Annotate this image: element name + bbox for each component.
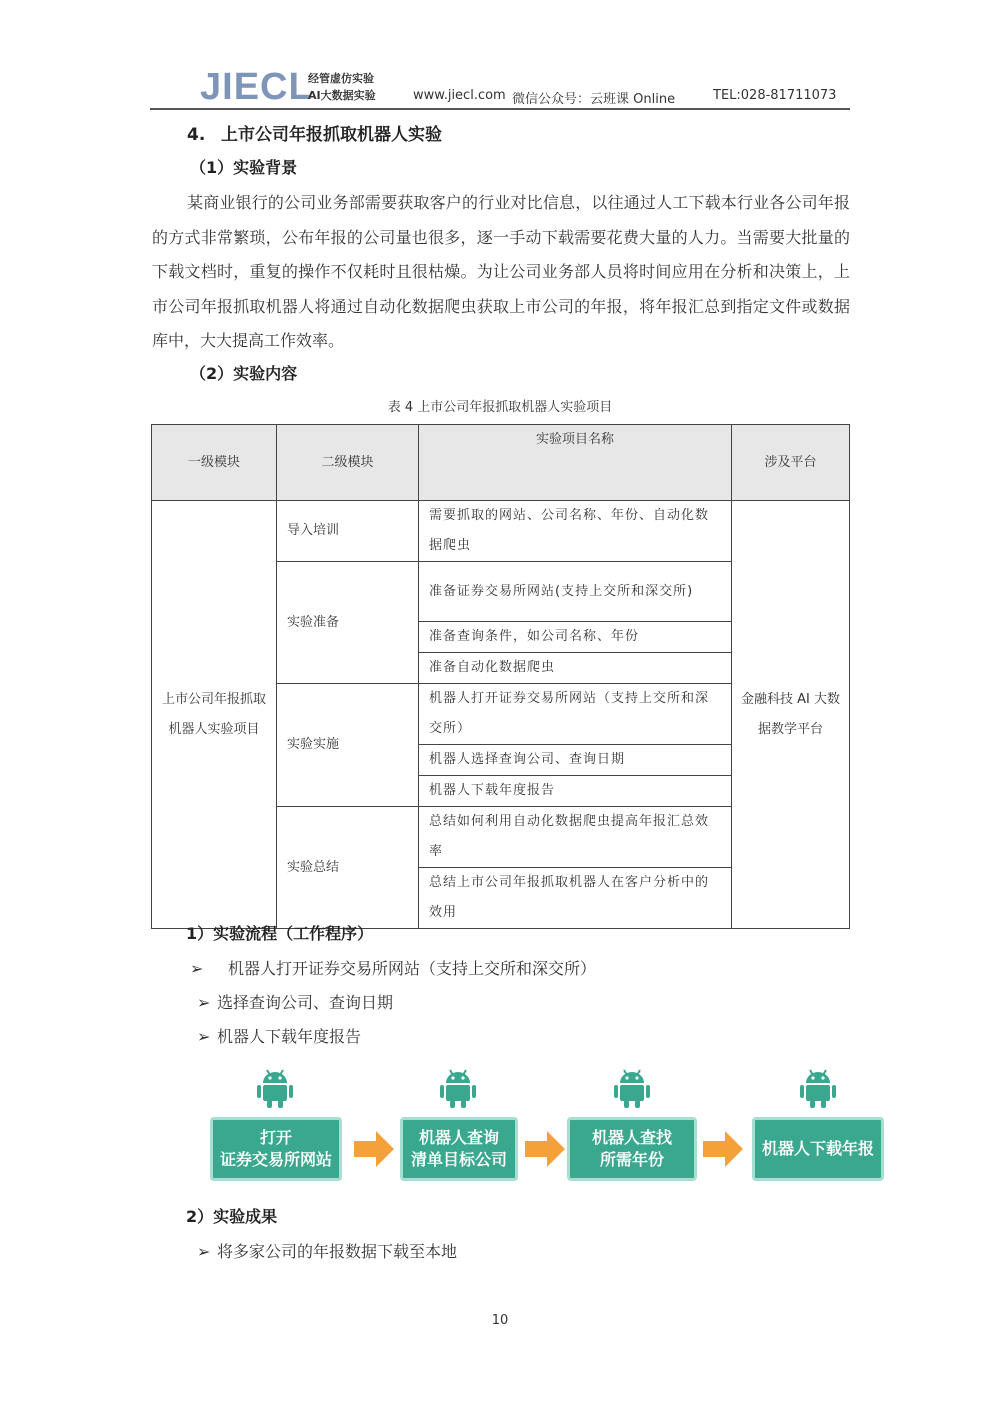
process-step — [190, 956, 596, 979]
process-step-text: 选择查询公司、查询日期 — [217, 993, 394, 1012]
flow-step-box — [210, 1117, 342, 1181]
module-implementation: 实验实施 — [277, 684, 419, 807]
process-heading: 1）实验流程（工作程序） — [186, 924, 374, 943]
module-summary: 实验总结 — [277, 807, 419, 929]
section-number: 4. — [187, 125, 206, 145]
right-arrow-icon — [703, 1131, 743, 1167]
content-heading: （2）实验内容 — [190, 364, 298, 383]
page-number: 10 — [491, 1313, 509, 1328]
flow-step-box — [567, 1117, 697, 1181]
right-arrow-icon — [525, 1131, 565, 1167]
arrow-bullet-icon: ➢ — [197, 993, 211, 1012]
right-arrow-icon — [354, 1131, 394, 1167]
result-item-text: 将多家公司的年报数据下载至本地 — [217, 1242, 458, 1261]
android-robot-icon — [798, 1067, 838, 1109]
process-step — [197, 1024, 361, 1047]
section-title-text: 上市公司年报抓取机器人实验 — [221, 125, 442, 145]
table-item: 机器人打开证券交易所网站（支持上交所和深交所） — [419, 684, 732, 745]
level1-module-cell: 上市公司年报抓取机器人实验项目 — [152, 501, 277, 929]
process-step — [197, 990, 393, 1013]
table-item: 准备查询条件，如公司名称、年份 — [419, 622, 732, 653]
logo-subtitle-line2: AI大数据实验 — [308, 89, 376, 102]
header-website: www.jiecl.com — [413, 88, 506, 103]
table-caption: 表 4 上市公司年报抓取机器人实验项目 — [387, 400, 613, 415]
process-step-text: 机器人下载年度报告 — [217, 1027, 362, 1046]
table-item: 需要抓取的网站、公司名称、年份、自动化数据爬虫 — [419, 501, 732, 562]
header-level1: 一级模块 — [152, 425, 277, 501]
flow-box-line: 证券交易所网站 — [219, 1150, 332, 1169]
flow-box-line: 所需年份 — [599, 1150, 664, 1169]
jiecl-logo: JIECL — [200, 66, 313, 108]
experiment-table — [151, 424, 850, 929]
header-platform: 涉及平台 — [732, 425, 850, 501]
module-preparation: 实验准备 — [277, 562, 419, 684]
flow-step-box — [752, 1117, 884, 1181]
arrow-bullet-icon: ➢ — [197, 1242, 211, 1261]
header-item-name: 实验项目名称 — [419, 425, 732, 501]
table-item: 总结如何利用自动化数据爬虫提高年报汇总效率 — [419, 807, 732, 868]
logo-subtitle — [308, 70, 376, 104]
table-item: 机器人下载年度报告 — [419, 776, 732, 807]
android-robot-icon — [255, 1067, 295, 1109]
arrow-bullet-icon: ➢ — [190, 959, 204, 978]
table-item: 准备证券交易所网站(支持上交所和深交所) — [419, 562, 732, 622]
header-level2: 二级模块 — [277, 425, 419, 501]
flow-box-line: 机器人下载年报 — [761, 1139, 874, 1158]
background-paragraph: 某商业银行的公司业务部需要获取客户的行业对比信息，以往通过人工下载本行业各公司年报的方式非常繁琐，公布年报的公司量也很多，逐一手动下载需要花费大量的人力。当需要大批量的下载文档时，重复的操作不仅耗时且很枯燥。为让公司业务部人员将时间应用在分析和决策上，上市公司年报抓取机器人将通过自动化数据爬虫获取上市公司的年报，将年报汇总到指定文件或数据库中，大大提高工作效率。 — [152, 193, 850, 350]
android-robot-icon — [612, 1067, 652, 1109]
page-header — [150, 62, 850, 110]
header-wechat: 微信公众号：云班课 Online — [512, 92, 676, 107]
table-row — [152, 501, 850, 562]
table-header-row — [152, 425, 850, 501]
table-item: 机器人选择查询公司、查询日期 — [419, 745, 732, 776]
results-heading: 2）实验成果 — [186, 1207, 278, 1226]
platform-cell: 金融科技 AI 大数据教学平台 — [732, 501, 850, 929]
module-import-training: 导入培训 — [277, 501, 419, 562]
process-step-text: 机器人打开证券交易所网站（支持上交所和深交所） — [228, 959, 597, 978]
flow-box-line: 打开 — [259, 1128, 292, 1147]
flow-box-line: 机器人查找 — [591, 1128, 672, 1147]
flow-box-line: 清单目标公司 — [410, 1150, 507, 1169]
section-title — [187, 120, 442, 145]
android-robot-icon — [438, 1067, 478, 1109]
background-heading: （1）实验背景 — [190, 158, 298, 177]
table-item: 总结上市公司年报抓取机器人在客户分析中的效用 — [419, 868, 732, 929]
header-tel: TEL:028-81711073 — [713, 88, 837, 103]
table-item: 准备自动化数据爬虫 — [419, 653, 732, 684]
logo-subtitle-line1: 经管虚仿实验 — [308, 72, 374, 85]
arrow-bullet-icon: ➢ — [197, 1027, 211, 1046]
flow-step-box — [400, 1117, 518, 1181]
flow-box-line: 机器人查询 — [418, 1128, 499, 1147]
result-item — [197, 1239, 457, 1262]
